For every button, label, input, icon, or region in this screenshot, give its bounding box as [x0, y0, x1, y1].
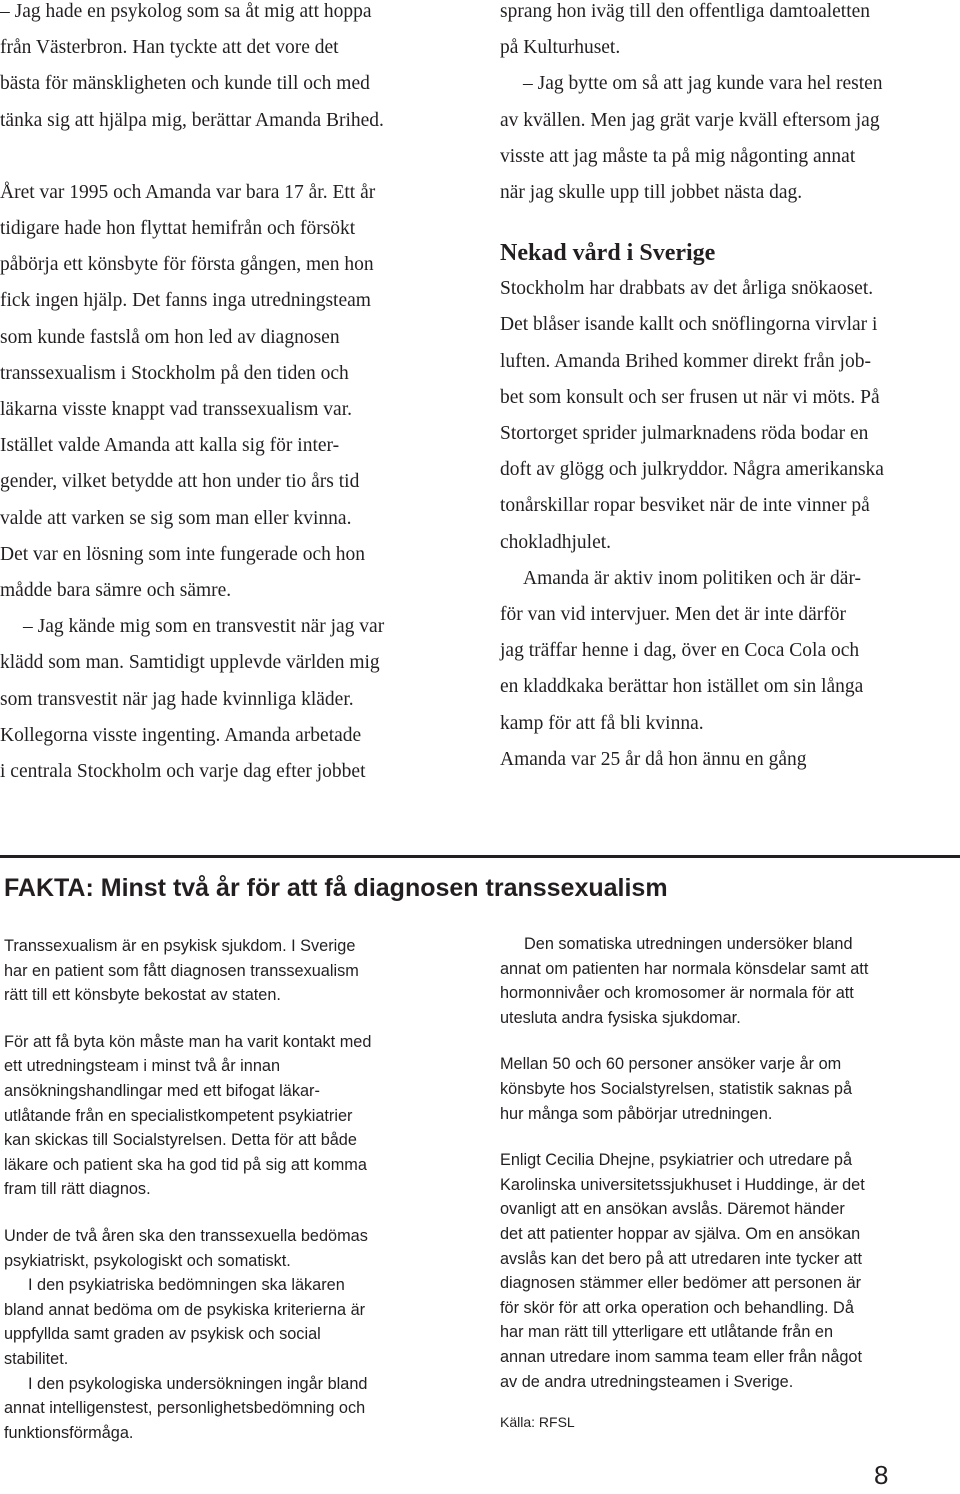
facts-line: läkare och patient ska ha god tid på sig att komma [4, 1155, 367, 1174]
article-line: från Västerbron. Han tyckte att det vore det [0, 37, 339, 59]
article-line: av kvällen. Men jag grät varje kväll eftersom jag [500, 109, 880, 131]
facts-title: FAKTA: Minst två år för att få diagnosen transsexualism [4, 874, 668, 902]
facts-left-column [4, 934, 474, 1445]
facts-line: ett utredningsteam i minst två år innan [4, 1057, 281, 1076]
facts-line: I den psykiatriska bedömningen ska läkaren [28, 1276, 345, 1295]
facts-line: Under de två åren ska den transsexuella bedömas [4, 1226, 368, 1245]
article-line: läkarna visste knappt vad transsexualism var. [0, 399, 352, 421]
facts-line: psykiatriskt, psykologiskt och somatiskt. [4, 1251, 291, 1270]
facts-line: uppfyllda samt graden av psykisk och social [4, 1325, 321, 1344]
article-line: luften. Amanda Brihed kommer direkt från job- [500, 350, 871, 372]
facts-line: annan utredare inom samma team eller från något [500, 1347, 863, 1366]
article-line: kamp för att få bli kvinna. [500, 712, 704, 734]
facts-source: Källa: RFSL [500, 1414, 575, 1430]
article-line: – Jag kände mig som en transvestit när jag var [23, 616, 385, 638]
article-line: – Jag hade en psykolog som sa åt mig att hoppa [0, 1, 372, 22]
article-line: jag träffar henne i dag, över en Coca Cola och [500, 640, 860, 662]
article-line: – Jag bytte om så att jag kunde vara hel resten [523, 73, 883, 95]
facts-line: för skör för att orka operation och behandling. Då [500, 1298, 854, 1317]
facts-line: Mellan 50 och 60 personer ansöker varje år om [500, 1055, 842, 1074]
article-line: som transvestit när jag hade kvinnliga kläder. [0, 688, 354, 710]
facts-line: Enligt Cecilia Dhejne, psykiatrier och utredare på [500, 1151, 853, 1170]
facts-line: har man rätt till ytterligare ett utlåtande från en [500, 1323, 834, 1342]
article-line: chokladhjulet. [500, 531, 612, 553]
article-line: bet som konsult och ser frusen ut när vi möts. På [500, 386, 880, 408]
facts-line: har en patient som fått diagnosen transsexualism [4, 961, 359, 980]
facts-line: av de andra utredningsteamen i Sverige. [500, 1372, 794, 1391]
article-line: doft av glögg och julkryddor. Några amerikanska [500, 459, 884, 481]
facts-line: diagnosen stämmer eller bedömer att personen är [500, 1274, 862, 1293]
article-subheading: Nekad vård i Sverige [500, 240, 716, 267]
facts-line: bland annat bedöma om de psykiska kriterierna är [4, 1300, 366, 1319]
article-line: Amanda var 25 år då hon ännu en gång [500, 748, 807, 770]
article-line: påbörja ett könsbyte för första gången, men hon [0, 254, 374, 276]
facts-line: ansökningshandlingar med ett bifogat läkar- [4, 1081, 320, 1100]
facts-divider [0, 855, 960, 858]
article-line: Stortorget sprider julmarknadens röda bodar en [500, 423, 869, 445]
article-line: när jag skulle upp till jobbet nästa dag. [500, 182, 803, 204]
facts-line: avslås kan det bero på att utredaren inte tycker att [500, 1249, 863, 1268]
article-line: visste att jag måste ta på mig någonting annat [500, 145, 856, 167]
article-line: Istället valde Amanda att kalla sig för inter- [0, 435, 340, 457]
facts-line: annat om patienten har normala könsdelar samt att [500, 959, 869, 978]
article-line: en kladdkaka berättar hon istället om sin långa [500, 676, 864, 698]
facts-line: hur många som påbörjar utredningen. [500, 1104, 773, 1123]
article-left-column [0, 0, 470, 790]
facts-line: rätt till ett könsbyte bekostat av staten. [4, 986, 281, 1005]
article-line: i centrala Stockholm och varje dag efter jobbet [0, 761, 366, 783]
facts-line: hormonnivåer och kromosomer är normala för att [500, 984, 854, 1003]
facts-line: För att få byta kön måste man ha varit kontakt med [4, 1032, 372, 1051]
facts-line: Transsexualism är en psykisk sjukdom. I Sverige [4, 937, 356, 955]
facts-line: det att patienter hoppar av själva. Om en ansökan [500, 1224, 861, 1243]
article-line: sprang hon iväg till den offentliga damtoaletten [500, 1, 871, 22]
facts-line: Karolinska universitetssjukhuset i Huddinge, är det [500, 1175, 865, 1194]
facts-line: utlåtande från en specialistkompetent psykiatrier [4, 1106, 353, 1125]
facts-line: I den psykologiska undersökningen ingår bland [28, 1374, 368, 1393]
facts-line: Den somatiska utredningen undersöker bland [524, 935, 853, 953]
article-line: mådde bara sämre och sämre. [0, 580, 232, 602]
article-line: Amanda är aktiv inom politiken och är där- [523, 567, 862, 589]
facts-line: kan skickas till Socialstyrelsen. Detta för att både [4, 1131, 357, 1150]
article-line: tonårskillar ropar besviket när de inte vinner på [500, 495, 870, 517]
article-line: transsexualism i Stockholm på den tiden och [0, 362, 349, 384]
article-line: valde att varken se sig som man eller kvinna. [0, 507, 352, 529]
article-line: på Kulturhuset. [500, 37, 621, 59]
facts-line: ovanligt att en ansökan avslås. Däremot händer [500, 1200, 845, 1219]
facts-line: funktionsförmåga. [4, 1423, 134, 1442]
facts-line: annat intelligenstest, personlighetsbedömning och [4, 1399, 366, 1418]
article-line: gender, vilket betydde att hon under tio års tid [0, 471, 360, 493]
facts-line: könsbyte hos Socialstyrelsen, statistik saknas på [500, 1079, 853, 1098]
article-line: för van vid intervjuer. Men det är inte därför [500, 604, 847, 626]
article-line: som kunde fastslå om hon led av diagnosen [0, 326, 340, 348]
facts-line: stabilitet. [4, 1349, 69, 1368]
article-line: Året var 1995 och Amanda var bara 17 år. Ett år [0, 181, 376, 203]
page-number: 8 [874, 1460, 889, 1490]
article-right-column [500, 0, 960, 778]
article-line: Det blåser isande kallt och snöflingorna virvlar i [500, 314, 878, 336]
article-line: Stockholm har drabbats av det årliga snökaoset. [500, 278, 874, 300]
facts-line: fram till rätt diagnos. [4, 1180, 151, 1199]
article-line: Det var en lösning som inte fungerade och hon [0, 543, 365, 565]
facts-right-column [500, 932, 960, 1394]
article-line: tänka sig att hjälpa mig, berättar Amanda Brihed. [0, 109, 384, 131]
article-line: bästa för mänskligheten och kunde till och med [0, 73, 370, 95]
article-line: klädd som man. Samtidigt upplevde världen mig [0, 652, 380, 674]
facts-line: utesluta andra fysiska sjukdomar. [500, 1008, 741, 1027]
article-line: fick ingen hjälp. Det fanns inga utredningsteam [0, 290, 371, 312]
article-line: Kollegorna visste ingenting. Amanda arbetade [0, 724, 362, 746]
article-line: tidigare hade hon flyttat hemifrån och försökt [0, 218, 356, 240]
